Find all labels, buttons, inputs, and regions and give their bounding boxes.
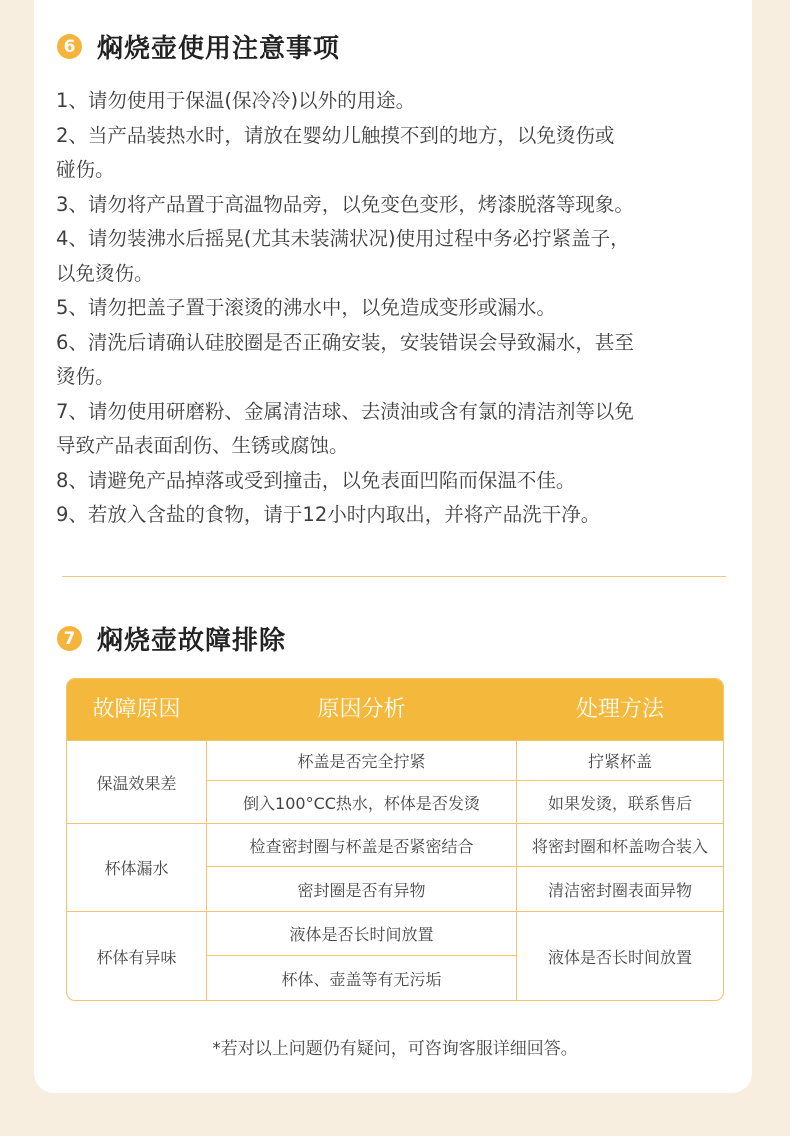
list-item: 6、清洗后请确认硅胶圈是否正确安装，安装错误会导致漏水，甚至	[56, 330, 634, 354]
solution-cell: 如果发烫，联系售后	[547, 793, 692, 813]
header-analysis: 原因分析	[317, 697, 406, 722]
section-title: 焖烧壶故障排除	[97, 626, 287, 656]
list-item: 碰伤。	[56, 158, 115, 181]
analysis-cell: 液体是否长时间放置	[289, 925, 434, 944]
list-item: 8、请避免产品掉落或受到撞击，以免表面凹陷而保温不佳。	[56, 468, 576, 492]
precautions-list	[56, 84, 736, 533]
section-number-badge: 7	[57, 626, 82, 651]
solution-cell: 清洁密封圈表面异物	[547, 880, 692, 900]
list-item: 9、若放入含盐的食物，请于12小时内取出，并将产品洗干净。	[56, 503, 601, 526]
cause-cell: 杯体漏水	[104, 859, 169, 878]
analysis-cell: 杯盖是否完全拧紧	[297, 752, 426, 771]
troubleshooting-table	[66, 678, 724, 1001]
header-solution: 处理方法	[575, 697, 664, 722]
list-item: 4、请勿装沸水后摇晃(尤其未装满状况)使用过程中务必拧紧盖子，	[56, 227, 630, 250]
solution-cell: 拧紧杯盖	[587, 752, 652, 771]
cause-cell: 杯体有异味	[96, 947, 177, 967]
table-header	[67, 679, 723, 740]
list-item: 7、请勿使用研磨粉、金属清洁球、去渍油或含有氯的清洁剂等以免	[56, 399, 634, 423]
analysis-cell: 倒入100°CC热水，杯体是否发烫	[243, 793, 480, 813]
section-title: 焖烧壶使用注意事项	[97, 34, 341, 64]
solution-cell: 液体是否长时间放置	[547, 947, 692, 967]
list-item: 导致产品表面刮伤、生锈或腐蚀。	[56, 434, 349, 457]
analysis-cell: 杯体、壶盖等有无污垢	[281, 969, 442, 989]
section-7-header	[57, 620, 286, 657]
section-divider	[62, 576, 726, 577]
list-item: 烫伤。	[56, 365, 115, 388]
footnote: *若对以上问题仍有疑问，可咨询客服详细回答。	[212, 1039, 578, 1059]
analysis-cell: 密封圈是否有异物	[297, 880, 426, 900]
list-item: 2、当产品装热水时，请放在婴幼儿触摸不到的地方，以免烫伤或	[56, 123, 615, 147]
list-item: 5、请勿把盖子置于滚烫的沸水中，以免造成变形或漏水。	[56, 296, 556, 319]
header-cause: 故障原因	[92, 697, 181, 722]
list-item: 3、请勿将产品置于高温物品旁，以免变色变形，烤漆脱落等现象。	[56, 192, 634, 216]
solution-cell: 将密封圈和杯盖吻合装入	[531, 836, 708, 856]
section-6-header	[57, 28, 340, 65]
section-number-badge: 6	[57, 34, 82, 59]
analysis-cell: 检查密封圈与杯盖是否紧密结合	[249, 836, 474, 856]
cause-cell: 保温效果差	[96, 773, 177, 793]
list-item: 以免烫伤。	[56, 261, 154, 285]
list-item: 1、请勿使用于保温(保冷冷)以外的用途。	[56, 89, 416, 112]
